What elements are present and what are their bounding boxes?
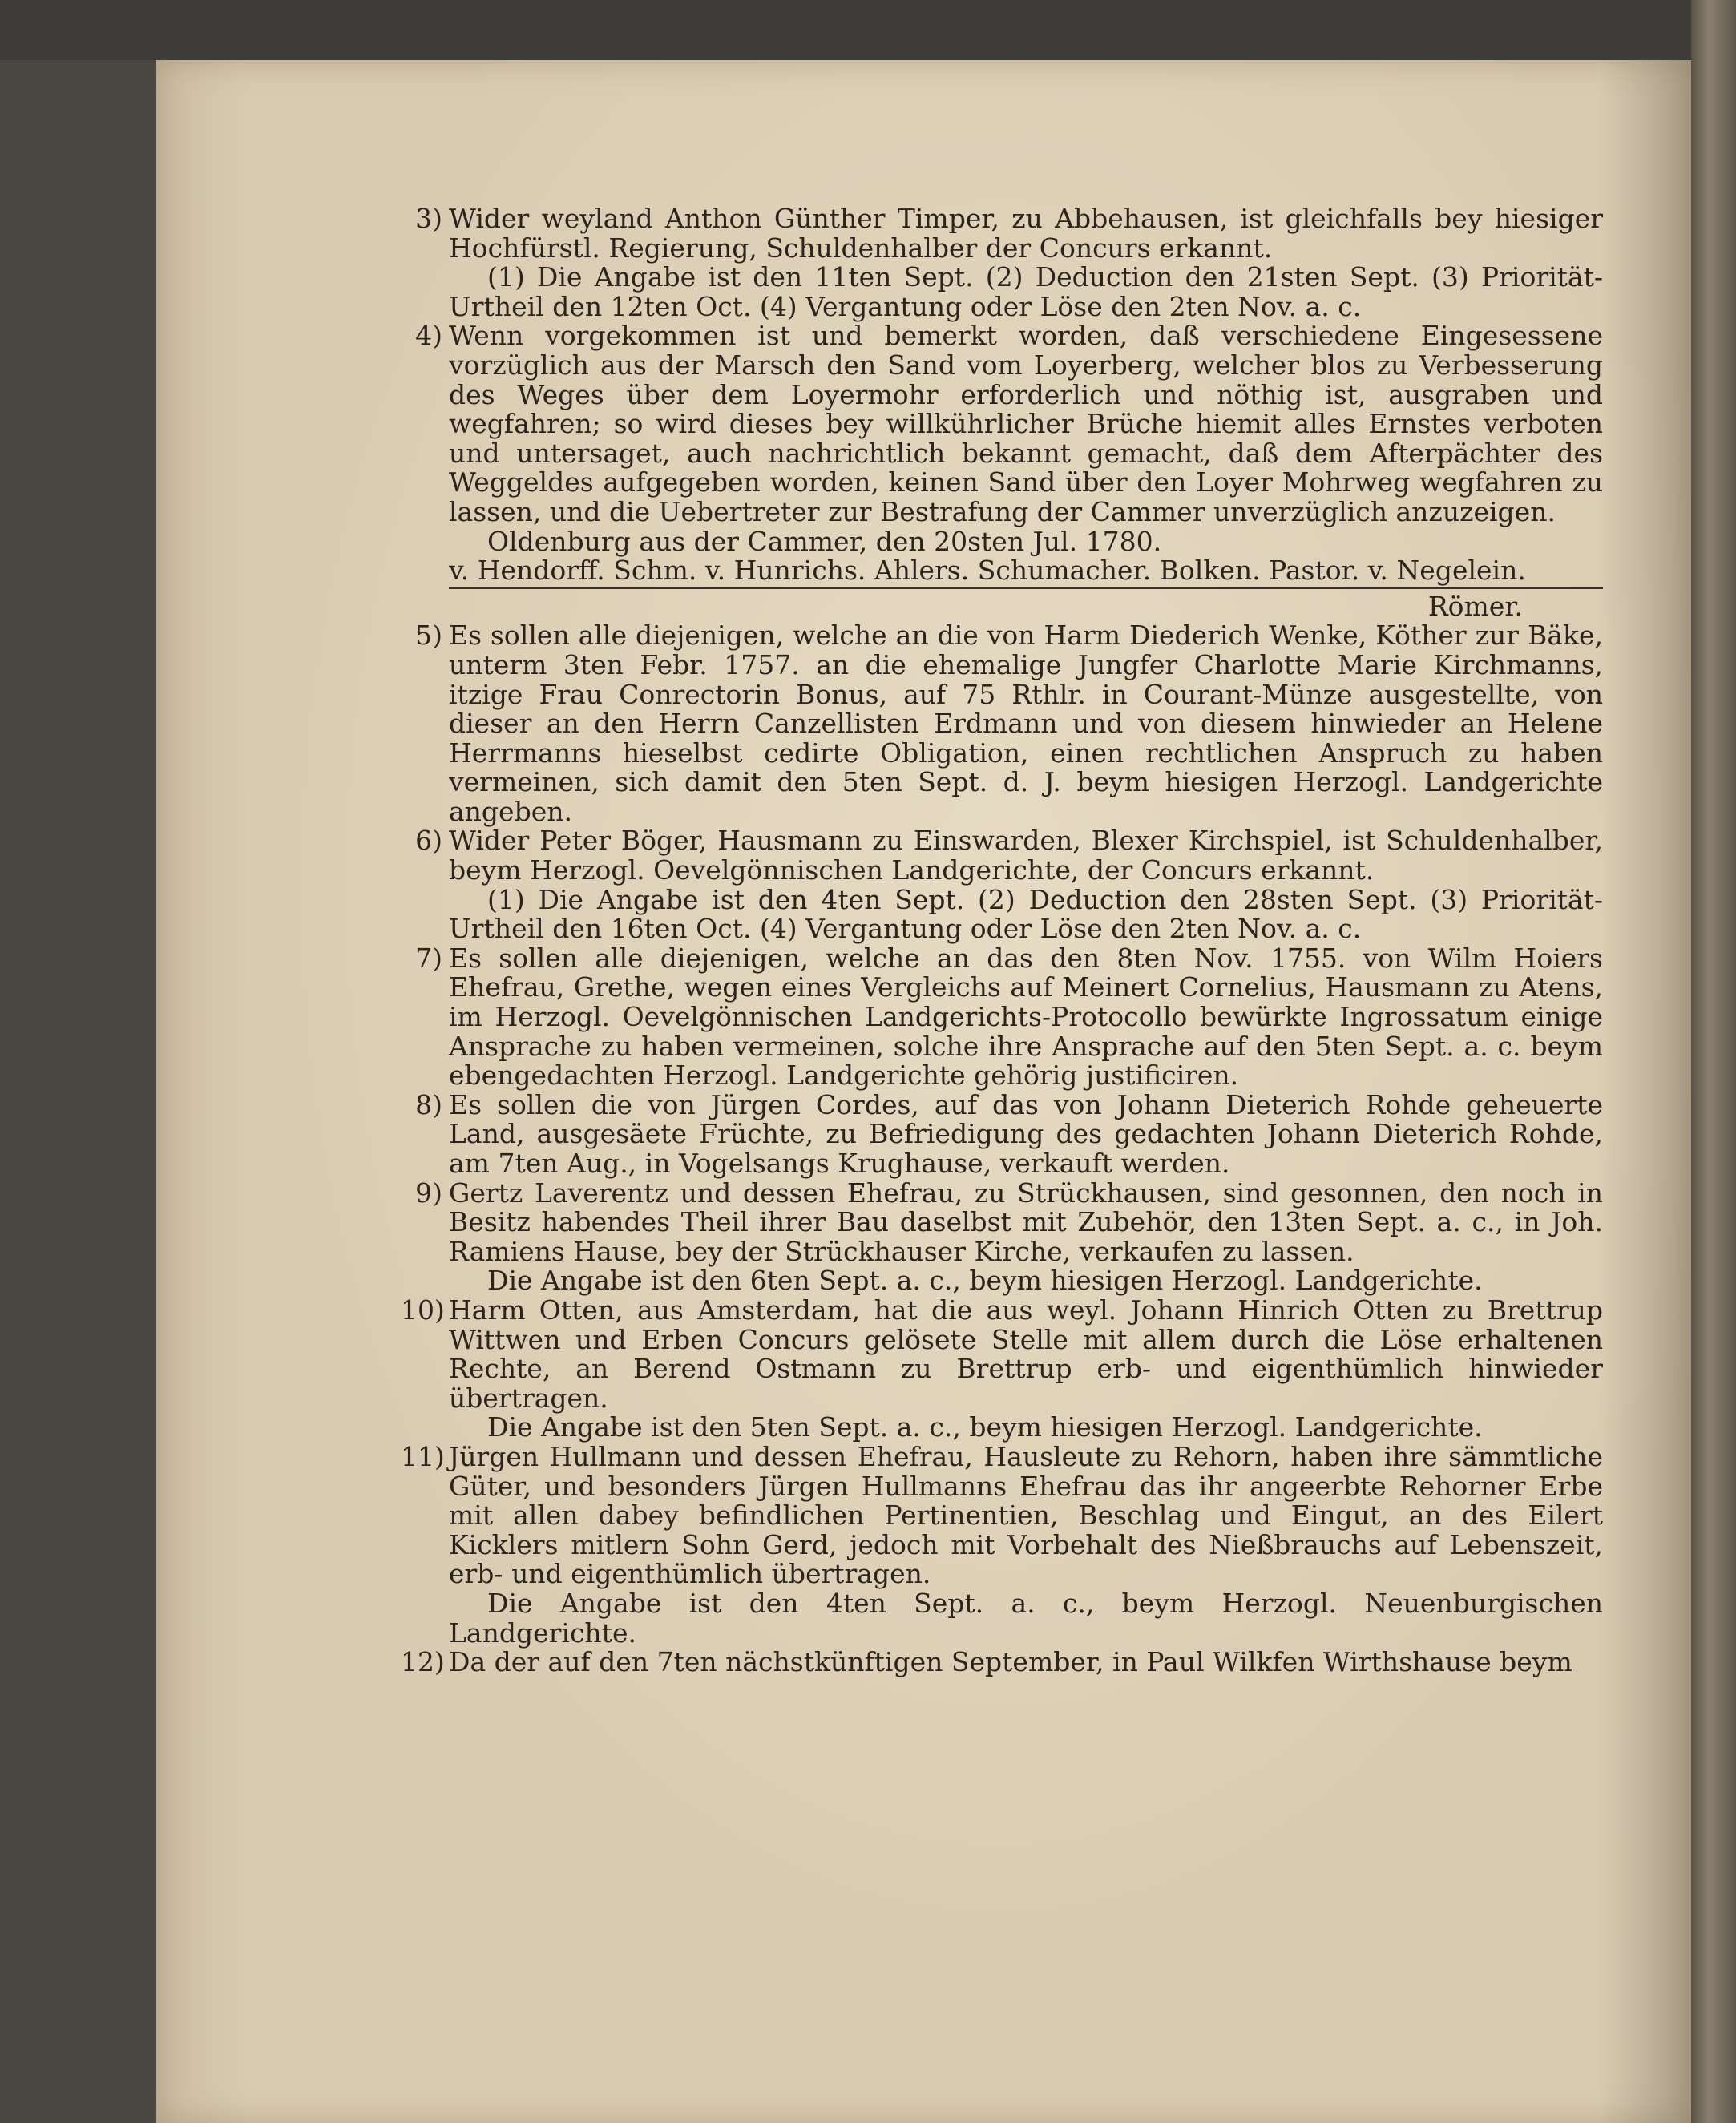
entry-10-note <box>449 1413 1603 1443</box>
entry-number: 6) <box>415 825 442 857</box>
entry-9-note <box>449 1266 1603 1296</box>
entry-9 <box>415 1177 1603 1267</box>
entry-5 <box>415 620 1603 827</box>
entry-text: Die Angabe ist den 4ten Sept. a. c., beym Herzogl. Neuenburgischen Landgerichte. <box>449 1587 1603 1649</box>
entry-11 <box>401 1440 1603 1590</box>
entry-text: Wenn vorgekommen ist und bemerkt worden, daß verschiedene Eingesessene vorzüglich aus der Marsch den Sand vom Loyerberg, welcher blos zu Verbesserung des Weges über dem Loyermohr erforderlich und nöthig ist, ausgraben und wegfahren; so wird dieses bey willkührlicher Brüche hiemit alles Ernstes verboten und untersaget, auch nachrichtlich bekannt gemacht, daß dem Afterpächter des Weggeldes aufgegeben worden, keinen Sand über den Loyer Mohrweg wegfahren zu lassen, und die Uebertreter zur Bestrafung der Cammer unverzüglich anzuzeigen. <box>449 320 1603 527</box>
entry-text: Es sollen alle diejenigen, welche an die von Harm Diederich Wenke, Köther zur Bäke, unterm 3ten Febr. 1757. an die ehemalige Jungfer Charlotte Marie Kirchmanns, itzige Frau Conrectorin Bonus, auf 75 Rthlr. in Courant-Münze ausgestellte, von dieser an den Herrn Canzellisten Erdmann und von diesem hinwieder an Helene Herrmanns hieselbst cedirte Obligation, einen rechtlichen Anspruch zu haben vermeinen, sich damit den 5ten Sept. d. J. beym hiesigen Herzogl. Landgerichte angeben. <box>449 620 1603 827</box>
entry-text: Harm Otten, aus Amsterdam, hat die aus weyl. Johann Hinrich Otten zu Brettrup Wittwen und Erben Concurs gelösete Stelle mit allem durch die Löse erhaltenen Rechte, an Berend Ostmann zu Brettrup erb- und eigenthümlich hinwieder übertragen. <box>449 1294 1603 1414</box>
entry-number: 4) <box>415 320 442 352</box>
entry-number: 3) <box>415 203 442 234</box>
page-text <box>401 203 1603 1678</box>
entry-number: 10) <box>401 1294 445 1326</box>
entry-text: (1) Die Angabe ist den 11ten Sept. (2) Deduction den 21sten Sept. (3) Priorität-Urtheil den 12ten Oct. (4) Vergantung oder Löse den 2ten Nov. a. c. <box>449 261 1603 322</box>
signatory-romer <box>449 592 1603 622</box>
entry-text: Da der auf den 7ten nächstkünftigen September, in Paul Wilkfen Wirthshause beym <box>449 1646 1572 1678</box>
entry-7 <box>415 942 1603 1092</box>
entry-text: Wider Peter Böger, Hausmann zu Einswarden, Blexer Kirchspiel, ist Schuldenhalber, beym Herzogl. Oevelgönnischen Landgerichte, der Concurs erkannt. <box>449 825 1603 886</box>
entry-number: 9) <box>415 1177 442 1209</box>
entry-number: 8) <box>415 1088 442 1120</box>
entry-text: Die Angabe ist den 5ten Sept. a. c., beym hiesigen Herzogl. Landgerichte. <box>487 1411 1483 1443</box>
entry-text: v. Hendorff. Schm. v. Hunrichs. Ahlers. Schumacher. Bolken. Pastor. v. Negelein. <box>449 555 1526 587</box>
entry-text: (1) Die Angabe ist den 4ten Sept. (2) Deduction den 28sten Sept. (3) Priorität-Urtheil den 16ten Oct. (4) Vergantung oder Löse den 2ten Nov. a. c. <box>449 883 1603 945</box>
entry-number: 12) <box>401 1646 445 1678</box>
entry-6-dates <box>449 883 1603 945</box>
entry-12 <box>401 1646 1603 1678</box>
scan-background-top <box>0 0 1736 60</box>
entry-text: Es sollen die von Jürgen Cordes, auf das von Johann Dieterich Rohde geheuerte Land, ausgesäete Früchte, zu Befriedigung des gedachten Johann Dieterich Rohde, am 7ten Aug., in Vogelsangs Krughause, verkauft werden. <box>449 1088 1603 1179</box>
entry-number: 7) <box>415 942 442 974</box>
signatories <box>449 556 1603 589</box>
entry-11-note <box>449 1589 1603 1648</box>
entry-number: 11) <box>401 1440 445 1472</box>
entry-text: Es sollen alle diejenigen, welche an das den 8ten Nov. 1755. von Wilm Hoiers Ehefrau, Grethe, wegen eines Vergleichs auf Meinert Cornelius, Hausmann zu Atens, im Herzogl. Oevelgönnischen Landgerichts-Protocollo bewürkte Ingrossatum einige Ansprache zu haben vermeinen, solche ihre Ansprache auf den 5ten Sept. a. c. beym ebengedachten Herzogl. Landgerichte gehörig justificiren. <box>449 942 1603 1092</box>
entry-text: Oldenburg aus der Cammer, den 20sten Jul. 1780. <box>487 525 1162 557</box>
entry-8 <box>415 1088 1603 1179</box>
entry-4-place-date <box>449 527 1603 557</box>
entry-text: Die Angabe ist den 6ten Sept. a. c., beym hiesigen Herzogl. Landgerichte. <box>487 1265 1483 1297</box>
entry-text: Jürgen Hullmann und dessen Ehefrau, Hausleute zu Rehorn, haben ihre sämmtliche Güter, und besonders Jürgen Hullmanns Ehefrau das ihr angeerbte Rehorner Erbe mit allen dabey befindlichen Pertinentien, Beschlag und Eingut, an des Eilert Kicklers mitlern Sohn Gerd, jedoch mit Vorbehalt des Nießbrauchs auf Lebenszeit, erb- und eigenthümlich übertragen. <box>449 1440 1603 1590</box>
entry-3 <box>415 203 1603 264</box>
entry-number: 5) <box>415 620 442 652</box>
entry-text: Wider weyland Anthon Günther Timper, zu Abbehausen, ist gleichfalls bey hiesiger Hochfürstl. Regierung, Schuldenhalber der Concurs erkannt. <box>449 203 1603 264</box>
entry-10 <box>401 1294 1603 1414</box>
entry-text: Römer. <box>1427 590 1523 622</box>
entry-text: Gertz Laverentz und dessen Ehefrau, zu Strückhausen, sind gesonnen, den noch in Besitz habendes Theil ihrer Bau daselbst mit Zubehör, den 13ten Sept. a. c., in Joh. Ramiens Hause, bey der Strückhauser Kirche, verkaufen zu lassen. <box>449 1177 1603 1267</box>
entry-4 <box>415 320 1603 527</box>
book-spine <box>1691 0 1736 2123</box>
entry-6 <box>415 825 1603 886</box>
entry-3-dates <box>449 263 1603 321</box>
